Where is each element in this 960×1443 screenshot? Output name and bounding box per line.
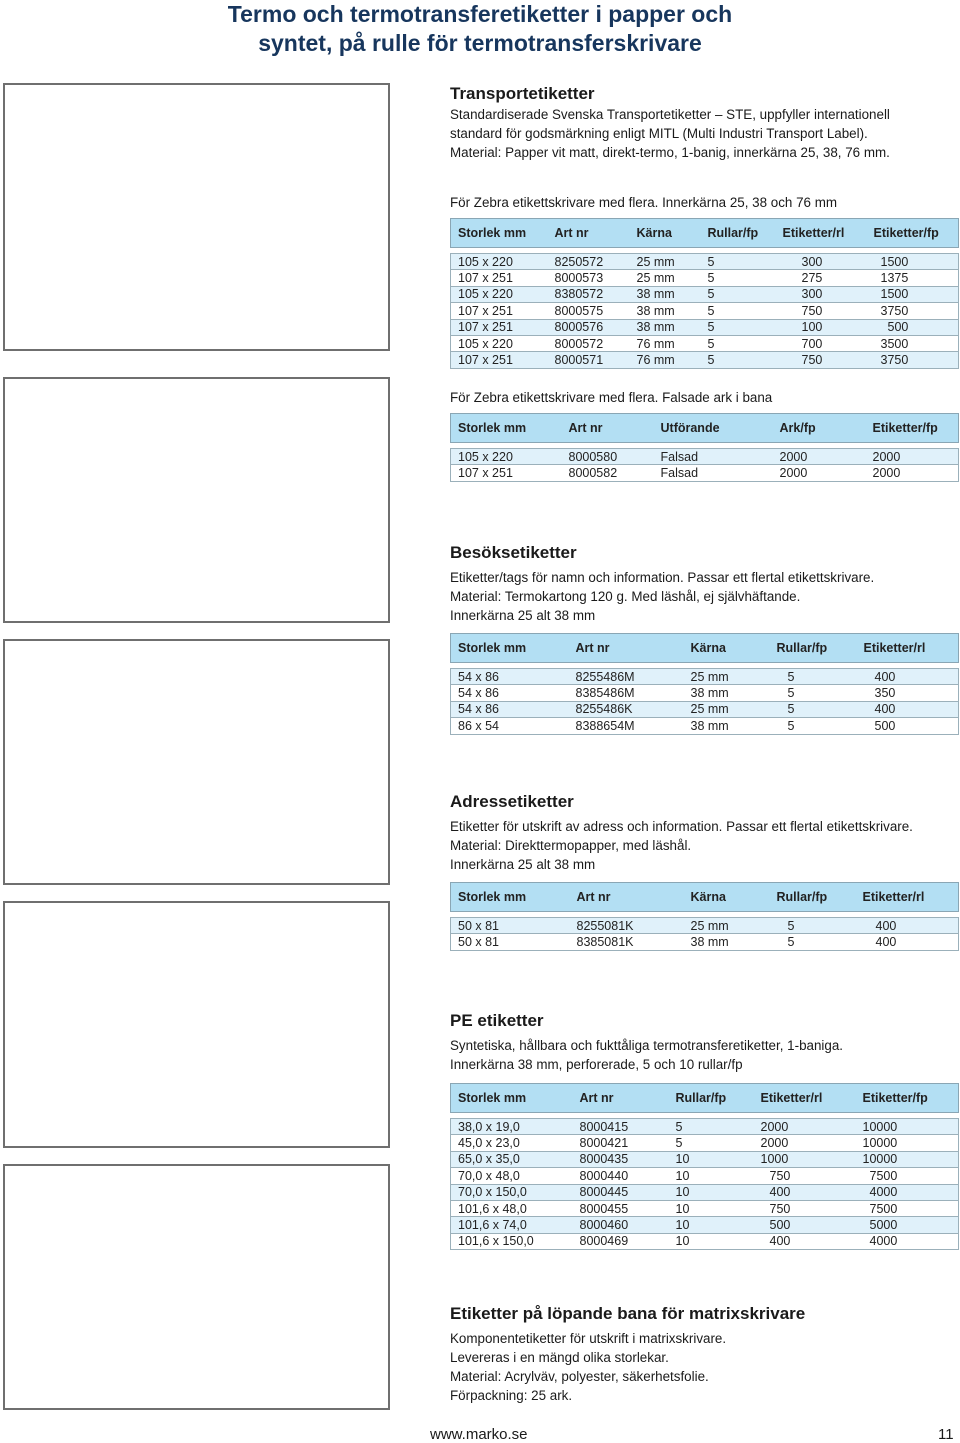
- table-cell: 54 x 86: [451, 701, 569, 717]
- address-desc-line-2: Material: Direkttermopapper, med läshål.: [450, 838, 692, 853]
- table-cell: 107 x 251: [451, 270, 548, 286]
- table-cell: 54 x 86: [451, 685, 569, 701]
- transport-table1-block: [450, 193, 960, 369]
- transport-heading: Transportetiketter: [450, 84, 595, 103]
- table-cell: 107 x 251: [451, 352, 548, 368]
- table-cell: 5: [770, 701, 857, 717]
- table-cell: 105 x 220: [451, 335, 548, 351]
- col-header: Art nr: [569, 634, 684, 663]
- table-cell: 1500: [867, 254, 959, 270]
- table-cell: 3500: [867, 335, 959, 351]
- table-cell: 8385081K: [570, 934, 684, 950]
- table-row: [451, 254, 959, 270]
- table-cell: 10000: [856, 1135, 959, 1151]
- transport-table2-block: [450, 388, 960, 482]
- table-cell: 8255486M: [569, 669, 684, 685]
- table-cell: 400: [856, 934, 959, 950]
- page-title: [0, 0, 960, 58]
- table-cell: 38,0 x 19,0: [451, 1119, 573, 1135]
- transport-desc-line-1: Standardiserade Svenska Transportetiketter – STE, uppfyller internationell: [450, 107, 890, 122]
- table-cell: 25 mm: [684, 701, 770, 717]
- table-cell: 2000: [866, 465, 959, 481]
- table-cell: 5: [669, 1135, 754, 1151]
- transport-desc-line-2: standard för godsmärkning enligt MITL (Multi Industri Transport Label).: [450, 126, 868, 141]
- pe-table: [450, 1083, 959, 1250]
- matrix-desc-line-1: Komponentetiketter för utskrift i matrixskrivare.: [450, 1331, 727, 1346]
- table-cell: 25 mm: [684, 918, 770, 934]
- table-row: [451, 1119, 959, 1135]
- col-header: Ark/fp: [773, 414, 866, 443]
- transport-section: [450, 82, 960, 162]
- table-header-row: [451, 634, 959, 663]
- pe-heading: PE etiketter: [450, 1011, 544, 1030]
- table-row: [451, 1233, 959, 1249]
- table-cell: 750: [754, 1200, 856, 1216]
- visitor-label-image: [3, 639, 390, 885]
- table-cell: 5: [770, 918, 856, 934]
- table-cell: 10: [669, 1233, 754, 1249]
- table-cell: 10000: [856, 1119, 959, 1135]
- table-row: [451, 934, 959, 950]
- table-row: [451, 669, 959, 685]
- table-header-row: [451, 219, 959, 248]
- visitor-desc-line-3: Innerkärna 25 alt 38 mm: [450, 608, 596, 623]
- table-cell: 76 mm: [630, 352, 701, 368]
- table-cell: 500: [754, 1217, 856, 1233]
- visitor-desc-line-1: Etiketter/tags för namn och information. Passar ett flertal etikettskrivare.: [450, 570, 875, 585]
- table-cell: 86 x 54: [451, 718, 569, 734]
- table-cell: 4000: [856, 1184, 959, 1200]
- table-cell: 100: [776, 319, 867, 335]
- matrix-section: [450, 1302, 960, 1405]
- table-cell: 300: [776, 254, 867, 270]
- table-cell: 5: [669, 1119, 754, 1135]
- table-cell: 8255486K: [569, 701, 684, 717]
- table-cell: 2000: [773, 449, 866, 465]
- table-row: [451, 449, 959, 465]
- table-cell: 10000: [856, 1151, 959, 1167]
- col-header: Utförande: [654, 414, 773, 443]
- table-cell: 2000: [754, 1119, 856, 1135]
- table-row: [451, 701, 959, 717]
- table-cell: 8000580: [562, 449, 654, 465]
- col-header: Kärna: [630, 219, 701, 248]
- table-cell: 8000582: [562, 465, 654, 481]
- table-cell: 2000: [754, 1135, 856, 1151]
- table-cell: 8000460: [573, 1217, 669, 1233]
- table-cell: Falsad: [654, 465, 773, 481]
- table-cell: 10: [669, 1184, 754, 1200]
- table-cell: 10: [669, 1200, 754, 1216]
- table-cell: 750: [754, 1168, 856, 1184]
- table-cell: 107 x 251: [451, 319, 548, 335]
- table-cell: 50 x 81: [451, 918, 570, 934]
- table-cell: 50 x 81: [451, 934, 570, 950]
- table-cell: 107 x 251: [451, 303, 548, 319]
- col-header: Art nr: [548, 219, 630, 248]
- page-title-line-2: syntet, på rulle för termotransferskrivare: [258, 30, 702, 56]
- table-cell: 10: [669, 1217, 754, 1233]
- matrix-desc-line-3: Material: Acrylväv, polyester, säkerhetsfolie.: [450, 1369, 709, 1384]
- col-header: Storlek mm: [451, 883, 570, 912]
- col-header: Art nr: [562, 414, 654, 443]
- table-cell: 5: [770, 669, 857, 685]
- address-heading: Adressetiketter: [450, 792, 574, 811]
- table-cell: 10: [669, 1151, 754, 1167]
- table-cell: 101,6 x 48,0: [451, 1200, 573, 1216]
- table-cell: 8000415: [573, 1119, 669, 1135]
- table-cell: 8000572: [548, 335, 630, 351]
- visitor-table: [450, 633, 959, 735]
- table-cell: 300: [776, 286, 867, 302]
- address-desc-line-3: Innerkärna 25 alt 38 mm: [450, 857, 596, 872]
- address-label-image: [3, 901, 390, 1148]
- table-cell: 8380572: [548, 286, 630, 302]
- table-cell: 5: [701, 286, 776, 302]
- table-cell: 8000576: [548, 319, 630, 335]
- pe-label-image: [3, 1164, 390, 1410]
- table-cell: 500: [857, 718, 959, 734]
- table-cell: Falsad: [654, 449, 773, 465]
- table-cell: 5: [701, 303, 776, 319]
- table-cell: 38 mm: [684, 934, 770, 950]
- col-header: Etiketter/rl: [857, 634, 959, 663]
- folded-label-image: [3, 377, 390, 623]
- table-cell: 5: [701, 254, 776, 270]
- table-cell: 4000: [856, 1233, 959, 1249]
- table-row: [451, 718, 959, 734]
- visitor-heading: Besöksetiketter: [450, 543, 577, 562]
- col-header: Rullar/fp: [701, 219, 776, 248]
- col-header: Kärna: [684, 883, 770, 912]
- table-cell: 400: [857, 701, 959, 717]
- table-cell: 8000421: [573, 1135, 669, 1151]
- transport-table1-note: För Zebra etikettskrivare med flera. Innerkärna 25, 38 och 76 mm: [450, 195, 838, 210]
- transport-table2-note: För Zebra etikettskrivare med flera. Falsade ark i bana: [450, 390, 773, 405]
- table-cell: 500: [867, 319, 959, 335]
- table-cell: 5: [701, 352, 776, 368]
- table-header-row: [451, 414, 959, 443]
- table-cell: 5: [770, 685, 857, 701]
- table-row: [451, 303, 959, 319]
- table-cell: 7500: [856, 1200, 959, 1216]
- table-cell: 38 mm: [630, 319, 701, 335]
- table-cell: 101,6 x 150,0: [451, 1233, 573, 1249]
- table-cell: 25 mm: [630, 270, 701, 286]
- table-cell: 5: [701, 319, 776, 335]
- table-row: [451, 1135, 959, 1151]
- footer-website-link[interactable]: www.marko.se: [430, 1426, 528, 1443]
- table-row: [451, 319, 959, 335]
- table-row: [451, 465, 959, 481]
- transport-label-image: [3, 83, 390, 351]
- table-cell: 5000: [856, 1217, 959, 1233]
- table-cell: 101,6 x 74,0: [451, 1217, 573, 1233]
- col-header: Etiketter/fp: [856, 1084, 959, 1113]
- visitor-desc-line-2: Material: Termokartong 120 g. Med läshål, ej självhäftande.: [450, 589, 801, 604]
- table-header-row: [451, 883, 959, 912]
- col-header: Art nr: [570, 883, 684, 912]
- col-header: Rullar/fp: [770, 634, 857, 663]
- table-cell: 2000: [866, 449, 959, 465]
- table-cell: 25 mm: [684, 669, 770, 685]
- table-row: [451, 1168, 959, 1184]
- col-header: Etiketter/rl: [754, 1084, 856, 1113]
- table-row: [451, 918, 959, 934]
- address-table: [450, 882, 959, 951]
- table-cell: 5: [701, 270, 776, 286]
- transport-desc-line-3: Material: Papper vit matt, direkt-termo, 1-banig, innerkärna 25, 38, 76 mm.: [450, 145, 890, 160]
- table-cell: 1500: [867, 286, 959, 302]
- table-row: [451, 1217, 959, 1233]
- table-row: [451, 1184, 959, 1200]
- col-header: Rullar/fp: [669, 1084, 754, 1113]
- col-header: Kärna: [684, 634, 770, 663]
- table-cell: 70,0 x 48,0: [451, 1168, 573, 1184]
- table-header-row: [451, 1084, 959, 1113]
- table-cell: 76 mm: [630, 335, 701, 351]
- pe-section: [450, 1009, 960, 1250]
- table-cell: 65,0 x 35,0: [451, 1151, 573, 1167]
- col-header: Etiketter/rl: [856, 883, 959, 912]
- col-header: Art nr: [573, 1084, 669, 1113]
- table-cell: 38 mm: [630, 303, 701, 319]
- col-header: Storlek mm: [451, 414, 562, 443]
- table-row: [451, 1151, 959, 1167]
- table-row: [451, 270, 959, 286]
- table-cell: 8000575: [548, 303, 630, 319]
- col-header: Storlek mm: [451, 219, 548, 248]
- table-cell: 400: [754, 1233, 856, 1249]
- table-cell: 8000573: [548, 270, 630, 286]
- table-cell: 8250572: [548, 254, 630, 270]
- table-cell: 8385486M: [569, 685, 684, 701]
- table-cell: 400: [856, 918, 959, 934]
- col-header: Etiketter/rl: [776, 219, 867, 248]
- table-cell: 8000440: [573, 1168, 669, 1184]
- matrix-heading: Etiketter på löpande bana för matrixskrivare: [450, 1304, 806, 1323]
- table-cell: 350: [857, 685, 959, 701]
- transport-table-2: [450, 413, 959, 482]
- table-row: [451, 335, 959, 351]
- table-cell: 750: [776, 352, 867, 368]
- table-cell: 8000435: [573, 1151, 669, 1167]
- table-cell: 105 x 220: [451, 286, 548, 302]
- visitor-section: [450, 541, 960, 735]
- table-cell: 38 mm: [684, 685, 770, 701]
- table-cell: 105 x 220: [451, 254, 548, 270]
- table-cell: 1375: [867, 270, 959, 286]
- table-cell: 45,0 x 23,0: [451, 1135, 573, 1151]
- table-cell: 750: [776, 303, 867, 319]
- table-cell: 7500: [856, 1168, 959, 1184]
- table-cell: 10: [669, 1168, 754, 1184]
- table-cell: 5: [770, 718, 857, 734]
- page-number: 11: [938, 1426, 954, 1443]
- table-cell: 700: [776, 335, 867, 351]
- table-cell: 5: [770, 934, 856, 950]
- table-cell: 70,0 x 150,0: [451, 1184, 573, 1200]
- col-header: Etiketter/fp: [866, 414, 959, 443]
- address-section: [450, 790, 960, 951]
- table-cell: 3750: [867, 352, 959, 368]
- table-cell: 400: [857, 669, 959, 685]
- col-header: Rullar/fp: [770, 883, 856, 912]
- table-cell: 3750: [867, 303, 959, 319]
- table-cell: 8388654M: [569, 718, 684, 734]
- table-cell: 38 mm: [684, 718, 770, 734]
- col-header: Storlek mm: [451, 1084, 573, 1113]
- table-cell: 107 x 251: [451, 465, 562, 481]
- address-desc-line-1: Etiketter för utskrift av adress och information. Passar ett flertal etikettskrivare.: [450, 819, 913, 834]
- table-cell: 25 mm: [630, 254, 701, 270]
- table-cell: 8000469: [573, 1233, 669, 1249]
- table-row: [451, 286, 959, 302]
- table-cell: 275: [776, 270, 867, 286]
- table-cell: 1000: [754, 1151, 856, 1167]
- matrix-desc-line-2: Levereras i en mängd olika storlekar.: [450, 1350, 669, 1365]
- table-cell: 5: [701, 335, 776, 351]
- table-cell: 38 mm: [630, 286, 701, 302]
- col-header: Storlek mm: [451, 634, 569, 663]
- table-cell: 54 x 86: [451, 669, 569, 685]
- transport-table-1: [450, 218, 959, 369]
- table-row: [451, 352, 959, 368]
- table-cell: 2000: [773, 465, 866, 481]
- pe-desc-line-1: Syntetiska, hållbara och fukttåliga termotransferetiketter, 1-baniga.: [450, 1038, 844, 1053]
- pe-desc-line-2: Innerkärna 38 mm, perforerade, 5 och 10 rullar/fp: [450, 1057, 743, 1072]
- matrix-desc-line-4: Förpackning: 25 ark.: [450, 1388, 573, 1403]
- table-cell: 8000571: [548, 352, 630, 368]
- table-cell: 400: [754, 1184, 856, 1200]
- table-cell: 8000445: [573, 1184, 669, 1200]
- table-row: [451, 685, 959, 701]
- table-cell: 105 x 220: [451, 449, 562, 465]
- page-title-line-1: Termo och termotransferetiketter i papper och: [227, 1, 733, 27]
- table-row: [451, 1200, 959, 1216]
- col-header: Etiketter/fp: [867, 219, 959, 248]
- table-cell: 8000455: [573, 1200, 669, 1216]
- table-cell: 8255081K: [570, 918, 684, 934]
